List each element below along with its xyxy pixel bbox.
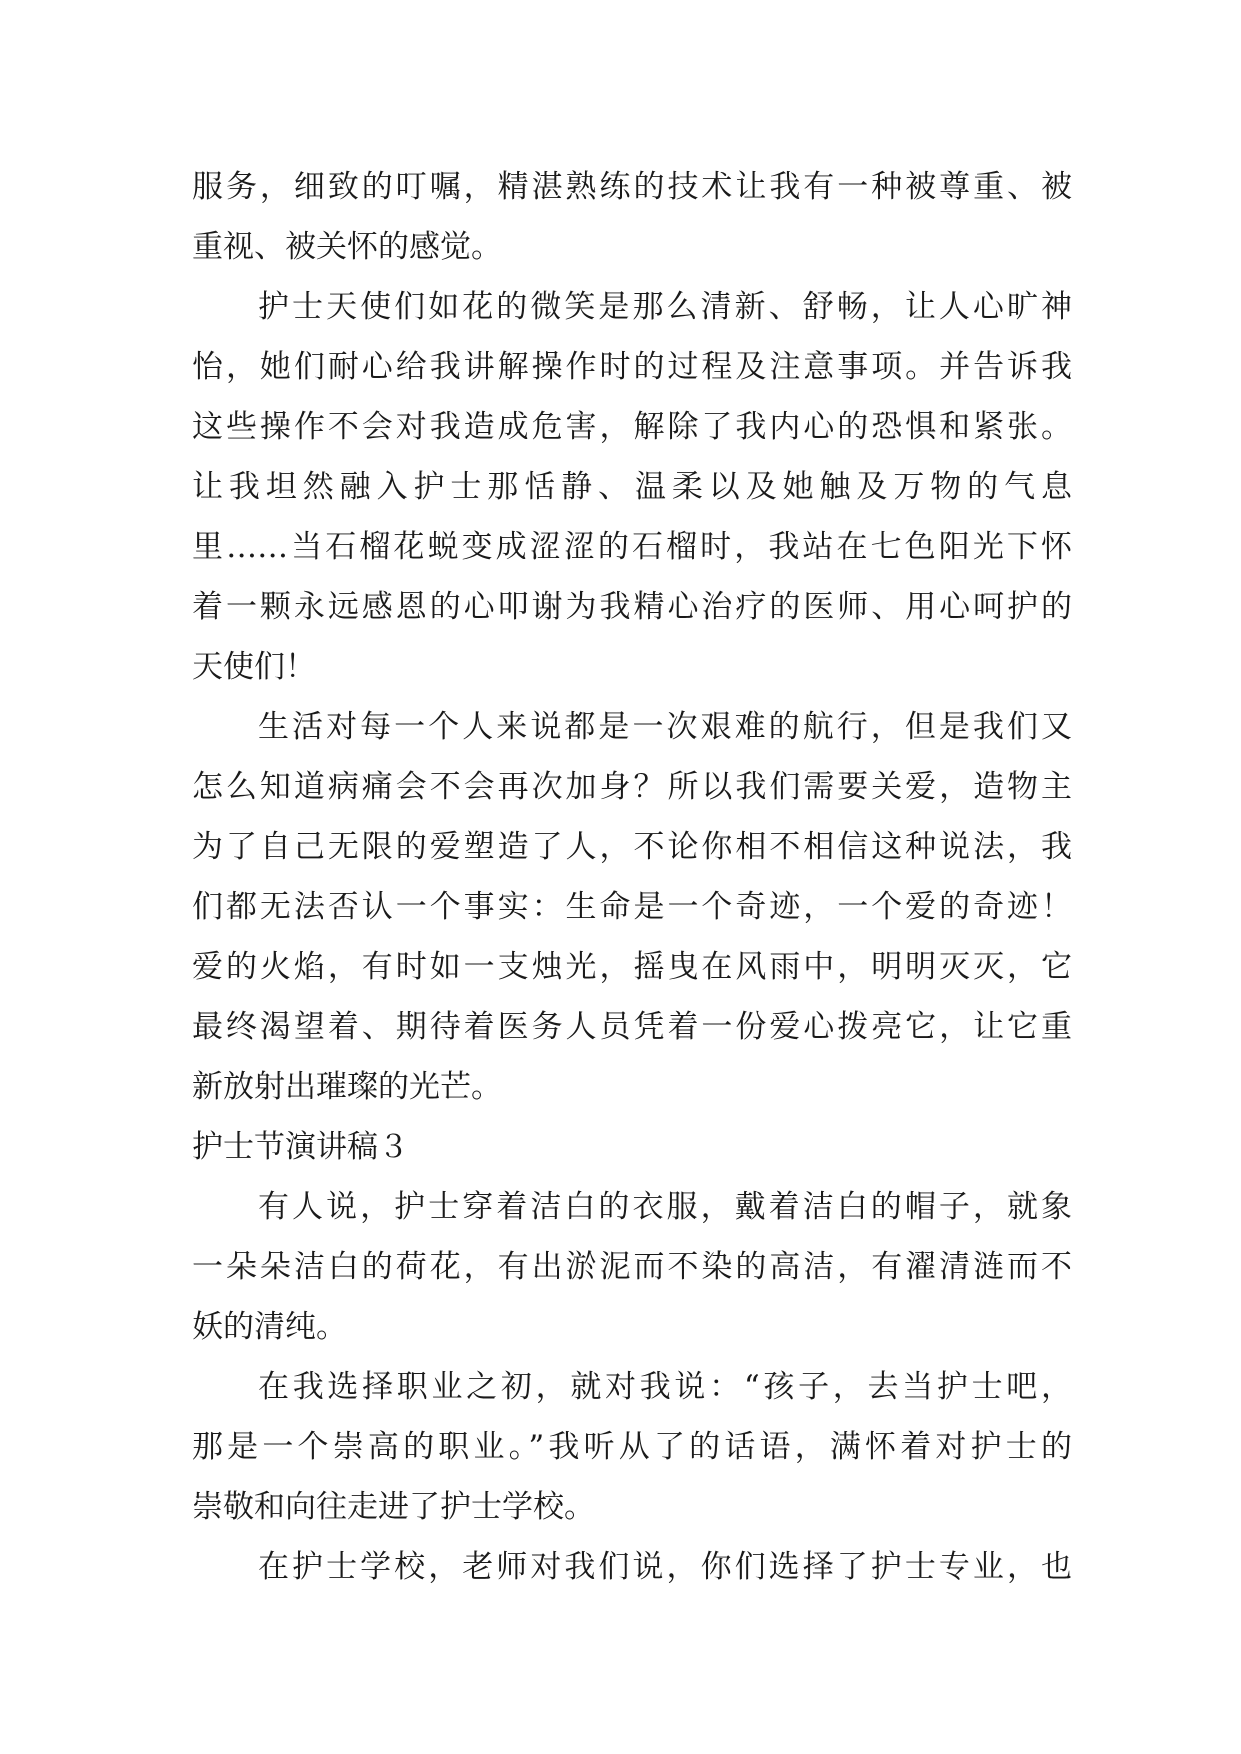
text-line: 在我选择职业之初，就对我说：“孩子，去当护士吧， (258, 1369, 1072, 1405)
document-body (192, 157, 1072, 1597)
text-line: 这些操作不会对我造成危害，解除了我内心的恐惧和紧张。 (192, 409, 1072, 445)
text-line: 新放射出璀璨的光芒。 (192, 1069, 502, 1105)
text-line: 崇敬和向往走进了护士学校。 (192, 1489, 595, 1525)
text-line: 里……当石榴花蜕变成涩涩的石榴时，我站在七色阳光下怀 (192, 529, 1072, 565)
text-line: 重视、被关怀的感觉。 (192, 229, 502, 265)
text-line: 生活对每一个人来说都是一次艰难的航行，但是我们又 (258, 709, 1072, 745)
text-line: 服务，细致的叮嘱，精湛熟练的技术让我有一种被尊重、被 (192, 169, 1072, 205)
text-line: 们都无法否认一个事实：生命是一个奇迹，一个爱的奇迹！ (192, 889, 1072, 925)
text-line: 一朵朵洁白的荷花，有出淤泥而不染的高洁，有濯清涟而不 (192, 1249, 1072, 1285)
text-line: 有人说，护士穿着洁白的衣服，戴着洁白的帽子，就象 (258, 1189, 1072, 1225)
text-line: 天使们！ (192, 649, 316, 685)
text-line: 让我坦然融入护士那恬静、温柔以及她触及万物的气息 (192, 469, 1072, 505)
text-line: 爱的火焰，有时如一支烛光，摇曳在风雨中，明明灭灭，它 (192, 949, 1072, 985)
text-line: 怎么知道病痛会不会再次加身？所以我们需要关爱，造物主 (192, 769, 1072, 805)
text-line: 护士天使们如花的微笑是那么清新、舒畅，让人心旷神 (258, 289, 1072, 325)
text-line: 那是一个崇高的职业。”我听从了的话语，满怀着对护士的 (192, 1429, 1072, 1465)
section-heading: 护士节演讲稿３ (192, 1129, 409, 1165)
text-line: 着一颗永远感恩的心叩谢为我精心治疗的医师、用心呵护的 (192, 589, 1072, 625)
text-line: 最终渴望着、期待着医务人员凭着一份爱心拨亮它，让它重 (192, 1009, 1072, 1045)
text-line: 为了自己无限的爱塑造了人，不论你相不相信这种说法，我 (192, 829, 1072, 865)
text-line: 妖的清纯。 (192, 1309, 347, 1345)
text-line: 在护士学校，老师对我们说，你们选择了护士专业，也 (258, 1549, 1072, 1585)
text-line: 怡，她们耐心给我讲解操作时的过程及注意事项。并告诉我 (192, 349, 1072, 385)
